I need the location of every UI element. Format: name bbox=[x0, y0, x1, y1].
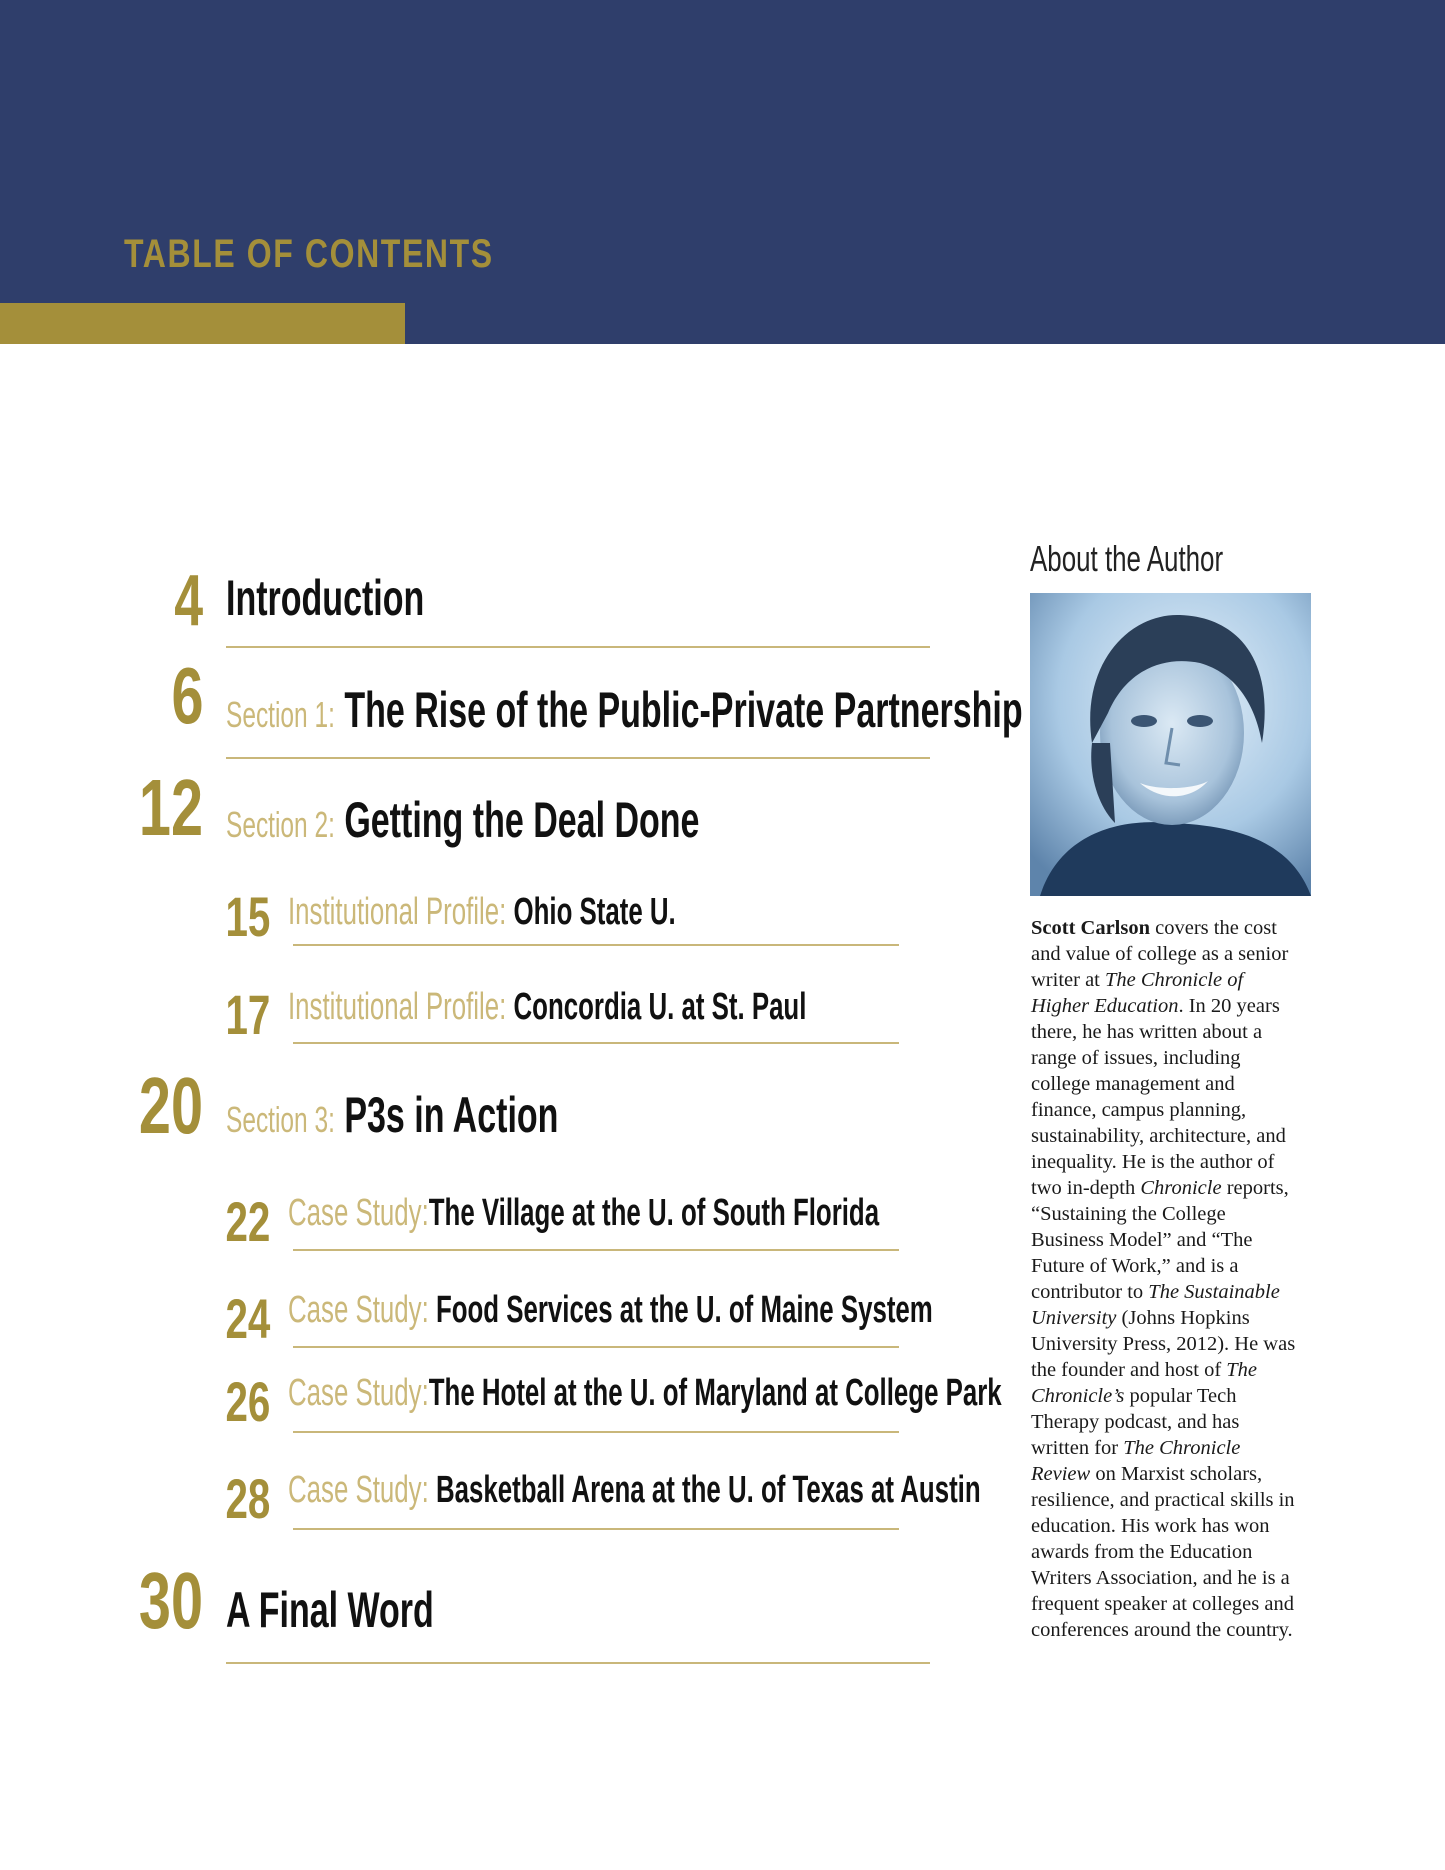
publication-title: The Chronicle’s bbox=[1031, 1359, 1258, 1407]
toc-page-number: 28 bbox=[225, 1467, 270, 1530]
bio-text: covers the cost and value of college as a senior writer at bbox=[1031, 917, 1289, 991]
toc-prefix: Section 1: bbox=[226, 694, 335, 735]
toc-entry-title bbox=[226, 682, 1023, 738]
toc-page-number: 17 bbox=[225, 983, 270, 1046]
bio-text: on Marxist scholars, resilience, and practical skills in education. His work has won awards from the Education Writers Association, and he is a frequent speaker at colleges and conferences around the country. bbox=[1031, 1463, 1295, 1641]
publication-title: The Sustainable University bbox=[1031, 1281, 1280, 1329]
toc-entry-introduction[interactable] bbox=[0, 560, 960, 650]
toc-title-text: Introduction bbox=[226, 570, 425, 626]
toc-title-text: The Rise of the Public-Private Partnership bbox=[344, 682, 1023, 738]
toc-title-text: P3s in Action bbox=[344, 1087, 559, 1143]
publication-title: Chronicle bbox=[1140, 1177, 1222, 1199]
toc-entry-title bbox=[288, 988, 806, 1026]
toc-page-number: 12 bbox=[138, 763, 203, 852]
author-bio bbox=[1031, 915, 1301, 1643]
toc-page-number: 22 bbox=[225, 1190, 270, 1253]
toc-entry-title bbox=[226, 1087, 559, 1143]
toc-entry-section-1[interactable] bbox=[0, 650, 1023, 760]
toc-entry-title bbox=[288, 1374, 1002, 1412]
toc-page-number: 15 bbox=[225, 885, 270, 948]
toc-entry-section-3[interactable] bbox=[0, 1060, 960, 1180]
publication-title: The Chronicle Review bbox=[1031, 1437, 1241, 1485]
toc-entry-maryland[interactable] bbox=[0, 1365, 1002, 1465]
toc-entry-title bbox=[288, 893, 676, 931]
toc-title-text: Getting the Deal Done bbox=[344, 792, 700, 848]
heading-accent-bar bbox=[0, 303, 405, 344]
toc-entry-texas[interactable] bbox=[0, 1462, 981, 1562]
toc-entry-south-florida[interactable] bbox=[0, 1185, 960, 1285]
toc-entry-title bbox=[288, 1194, 879, 1232]
toc-page-number: 6 bbox=[170, 651, 203, 740]
toc-entry-title bbox=[226, 1582, 434, 1638]
toc-page-number: 30 bbox=[138, 1556, 203, 1645]
toc-page-number: 26 bbox=[225, 1370, 270, 1433]
bio-text: popular Tech Therapy podcast, and has written for bbox=[1031, 1385, 1240, 1459]
header-banner bbox=[0, 0, 1445, 344]
toc-page-number: 4 bbox=[174, 561, 203, 641]
table-of-contents-heading: TABLE OF CONTENTS bbox=[124, 232, 494, 276]
bio-text: (Johns Hopkins University Press, 2012). He was the founder and host of bbox=[1031, 1307, 1296, 1381]
toc-prefix: Case Study: bbox=[288, 1469, 429, 1511]
toc-prefix: Case Study: bbox=[288, 1289, 429, 1331]
toc-prefix: Institutional Profile: bbox=[288, 986, 507, 1028]
toc-rule bbox=[293, 944, 899, 946]
about-author-heading: About the Author bbox=[1030, 538, 1224, 579]
toc-prefix: Section 2: bbox=[226, 804, 335, 845]
toc-entry-ohio-state[interactable] bbox=[0, 880, 960, 980]
toc-entry-section-2[interactable] bbox=[0, 762, 960, 882]
toc-title-text: Ohio State U. bbox=[513, 891, 676, 933]
toc-entry-title bbox=[226, 792, 700, 848]
bio-text: reports, “Sustaining the College Business Model” and “The Future of Work,” and is a contributor to bbox=[1031, 1177, 1289, 1303]
toc-rule bbox=[226, 646, 930, 648]
publication-title: The Chronicle of Higher Education bbox=[1031, 969, 1244, 1017]
toc-entry-title bbox=[226, 570, 425, 626]
toc-page-number: 24 bbox=[225, 1287, 270, 1350]
toc-title-text: Basketball Arena at the U. of Texas at Austin bbox=[435, 1469, 981, 1511]
toc-rule bbox=[293, 1042, 899, 1044]
toc-entry-title bbox=[288, 1291, 933, 1329]
toc-rule bbox=[293, 1346, 899, 1348]
toc-prefix: Institutional Profile: bbox=[288, 891, 507, 933]
toc-rule bbox=[226, 757, 930, 759]
toc-title-text: The Hotel at the U. of Maryland at College Park bbox=[428, 1372, 1002, 1414]
toc-title-text: Concordia U. at St. Paul bbox=[513, 986, 807, 1028]
toc-title-text: Food Services at the U. of Maine System bbox=[435, 1289, 933, 1331]
toc-title-text: The Village at the U. of South Florida bbox=[428, 1192, 880, 1234]
toc-prefix: Case Study: bbox=[288, 1372, 429, 1414]
toc-title-text: A Final Word bbox=[226, 1582, 434, 1638]
toc-entry-final-word[interactable] bbox=[0, 1555, 960, 1675]
toc-rule bbox=[226, 1662, 930, 1664]
toc-prefix: Case Study: bbox=[288, 1192, 429, 1234]
toc-rule bbox=[293, 1431, 899, 1433]
author-name: Scott Carlson bbox=[1031, 917, 1151, 939]
bio-text: . In 20 years there, he has written about a range of issues, including college management and finance, campus planning, sustainability, architecture, and inequality. He is the author of two in-depth bbox=[1031, 995, 1286, 1199]
toc-rule bbox=[293, 1249, 899, 1251]
author-photo bbox=[1030, 593, 1311, 896]
author-portrait-illustration bbox=[1030, 593, 1311, 896]
toc-rule bbox=[293, 1528, 899, 1530]
toc-prefix: Section 3: bbox=[226, 1099, 335, 1140]
toc-entry-title bbox=[288, 1471, 981, 1509]
toc-page-number: 20 bbox=[138, 1061, 203, 1150]
